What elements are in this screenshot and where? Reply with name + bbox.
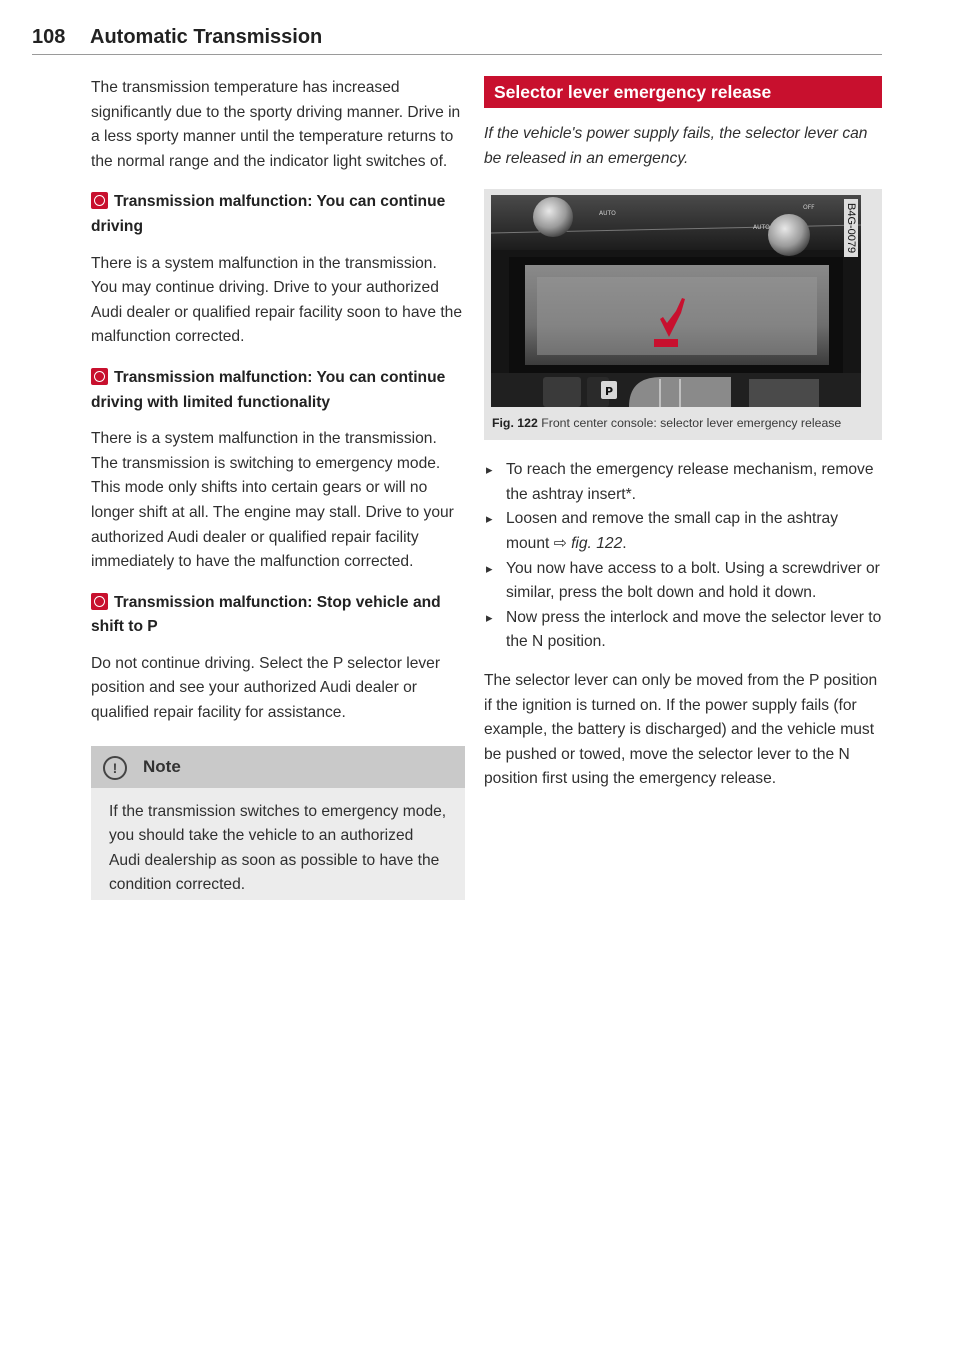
section-intro: If the vehicle's power supply fails, the selector lever can be released in an emergency.	[484, 125, 868, 167]
figure-122	[484, 189, 882, 440]
step-list	[484, 458, 882, 655]
warning-text-limited: There is a system malfunction in the transmission. The transmission is switching to emergency mode. This mode only shifts into certain gears or will no longer shift at all. The engine may stall. Drive to your authorized Audi dealer or qualified repair facility immediately to have the malfunction corrected.	[91, 430, 454, 571]
svg-text:OFF: OFF	[803, 204, 815, 212]
transmission-warning-icon	[91, 593, 108, 610]
warning-heading-continue: Transmission malfunction: You can continue driving	[91, 193, 446, 235]
note-box	[91, 746, 465, 900]
svg-text:AUTO: AUTO	[599, 210, 616, 218]
list-item: ▸ Now press the interlock and move the selector lever to the N position.	[484, 606, 882, 655]
warning-heading-stop: Transmission malfunction: Stop vehicle and shift to P	[91, 593, 441, 636]
right-column	[484, 76, 882, 808]
temperature-paragraph: The transmission temperature has increased significantly due to the sporty driving manner. Drive in a less sporty manner until the temperature returns to the normal range and the indicator light switches of.	[91, 79, 461, 170]
warning-text-stop: Do not continue driving. Select the P selector lever position and see your authorized Audi dealer or qualified repair facility for assistance.	[91, 654, 441, 722]
list-item: ▸ To reach the emergency release mechanism, remove the ashtray insert*.	[484, 458, 882, 507]
figure-reference: ⇨ fig. 122	[553, 534, 623, 552]
closing-paragraph: The selector lever can only be moved from the P position if the ignition is turned on. If the power supply fails (for example, the battery is discharged) and the vehicle must be pushed or towed, move the selector lever to the N position first using the emergency release.	[484, 671, 878, 788]
note-text: If the transmission switches to emergency mode, you should take the vehicle to an authorized Audi dealership as soon as possible to have the condition corrected.	[109, 802, 447, 894]
figure-caption-text: Front center console: selector lever emergency release	[541, 416, 842, 431]
left-column	[91, 76, 465, 900]
transmission-warning-icon	[91, 368, 108, 385]
warning-heading-limited: Transmission malfunction: You can continue driving with limited functionality	[91, 368, 446, 411]
svg-text:AUTO: AUTO	[753, 224, 770, 232]
list-item: ▸ You now have access to a bolt. Using a screwdriver or similar, press the bolt down and hold it down.	[484, 557, 882, 606]
warning-text-continue: There is a system malfunction in the transmission. You may continue driving. Drive to your authorized Audi dealer or qualified repair facility soon to have the malfunction corrected.	[91, 254, 463, 346]
list-item: ▸ Loosen and remove the small cap in the ashtray mount ⇨ fig. 122.	[484, 507, 882, 556]
page-number: 108	[32, 26, 66, 48]
console-photo	[491, 195, 861, 407]
chapter-title: Automatic Transmission	[90, 26, 323, 48]
note-title: Note	[143, 756, 181, 776]
figure-label: Fig. 122	[492, 416, 538, 431]
transmission-warning-icon	[91, 192, 108, 209]
section-title: Selector lever emergency release	[484, 76, 882, 108]
console-illustration	[491, 195, 861, 407]
svg-text:P: P	[605, 385, 614, 399]
figure-code: B4G-0079	[844, 199, 858, 257]
exclamation-circle-icon: !	[103, 756, 127, 780]
note-header	[91, 746, 465, 788]
page-header	[32, 24, 882, 55]
figure-caption	[484, 407, 882, 440]
